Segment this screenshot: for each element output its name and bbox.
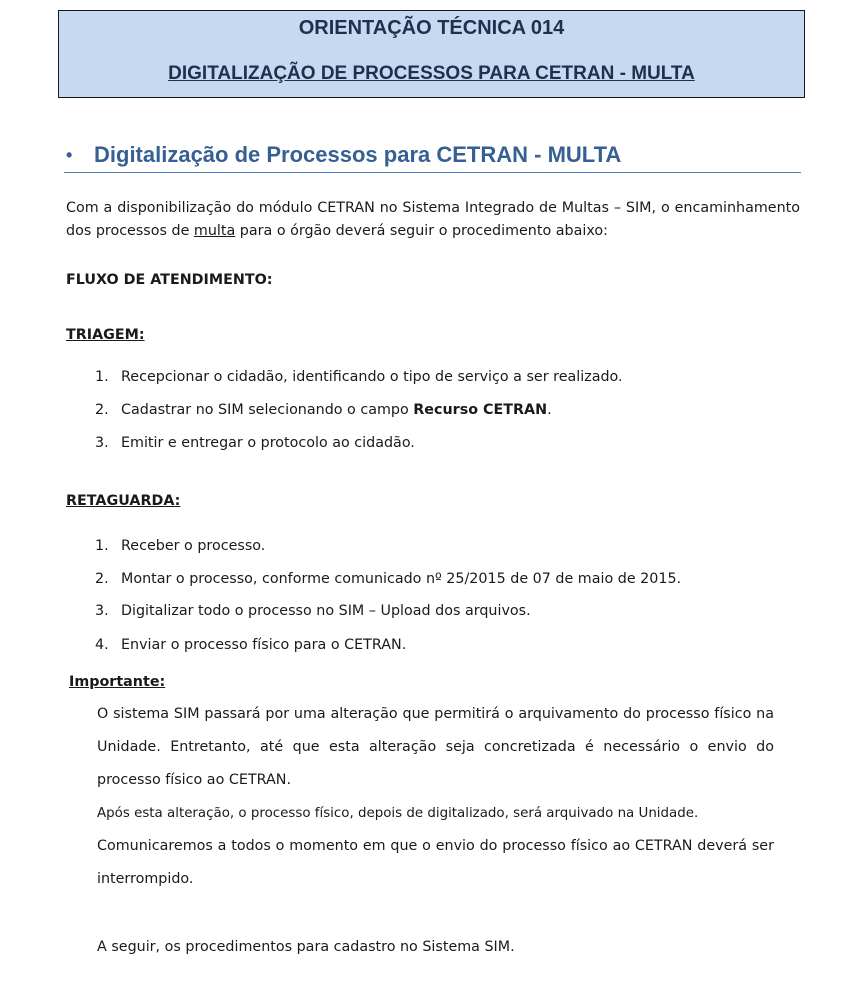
retaguarda-label: RETAGUARDA:: [66, 493, 181, 509]
list-item-number: 1.: [95, 369, 109, 385]
importante-paragraph-2: Após esta alteração, o processo físico, depois de digitalizado, será arquivado na Unidade.: [97, 806, 699, 821]
list-item-number: 2.: [95, 402, 109, 418]
list-item-text: Emitir e entregar o protocolo ao cidadão.: [121, 435, 415, 451]
importante-paragraph-1: O sistema SIM passará por uma alteração que permitirá o arquivamento do processo físico na Unidade. Entretanto, até que esta alteração seja concretizada é necessário o envio do processo físico ao CETRAN.: [97, 706, 774, 788]
list-item: [95, 433, 795, 453]
intro-text-part2: para o órgão deverá seguir o procedimento abaixo:: [235, 223, 608, 239]
recurso-cetran-field-name: Recurso CETRAN: [413, 402, 548, 418]
intro-underlined-word: multa: [193, 223, 236, 239]
document-subtitle: DIGITALIZAÇÃO DE PROCESSOS PARA CETRAN - MULTA: [168, 63, 695, 84]
list-item-text: Digitalizar todo o processo no SIM – Upload dos arquivos.: [121, 603, 531, 619]
list-item-number: 4.: [95, 637, 109, 653]
document-title: ORIENTAÇÃO TÉCNICA 014: [298, 17, 565, 39]
list-item-number: 2.: [95, 571, 109, 587]
list-item: [95, 536, 795, 556]
list-item-number: 3.: [95, 435, 109, 451]
list-item-text: Recepcionar o cidadão, identificando o tipo de serviço a ser realizado.: [121, 369, 623, 385]
importante-paragraph-3: Comunicaremos a todos o momento em que o envio do processo físico ao CETRAN deverá ser interrompido.: [97, 838, 774, 887]
list-item-text: [121, 400, 552, 420]
list-item: [95, 635, 795, 655]
list-item-text: Receber o processo.: [121, 538, 266, 554]
bullet-icon: •: [66, 145, 73, 165]
section-heading-text: Digitalização de Processos para CETRAN - MULTA: [94, 142, 622, 167]
intro-text-part1: Com a disponibilização do módulo CETRAN no Sistema Integrado de Multas – SIM, o encaminhamento dos processos de: [66, 200, 800, 239]
closing-paragraph: A seguir, os procedimentos para cadastro no Sistema SIM.: [97, 939, 515, 955]
importante-label: Importante:: [69, 674, 166, 690]
list-item-number: 3.: [95, 603, 109, 619]
list-item: [95, 601, 795, 621]
list-item: [95, 569, 795, 589]
list-item-text: Enviar o processo físico para o CETRAN.: [121, 637, 407, 653]
list-item-number: 1.: [95, 538, 109, 554]
triagem-label: TRIAGEM:: [66, 327, 145, 343]
intro-paragraph: [66, 197, 800, 243]
fluxo-label: FLUXO DE ATENDIMENTO:: [66, 272, 273, 288]
document-header: [58, 10, 805, 98]
list-item-text-after: .: [547, 402, 552, 418]
list-item-text-before: Cadastrar no SIM selecionando o campo: [121, 402, 414, 418]
list-item: [95, 367, 795, 387]
list-item: [95, 400, 795, 420]
list-item-text: Montar o processo, conforme comunicado nº 25/2015 de 07 de maio de 2015.: [121, 571, 682, 587]
section-heading: [64, 140, 801, 173]
